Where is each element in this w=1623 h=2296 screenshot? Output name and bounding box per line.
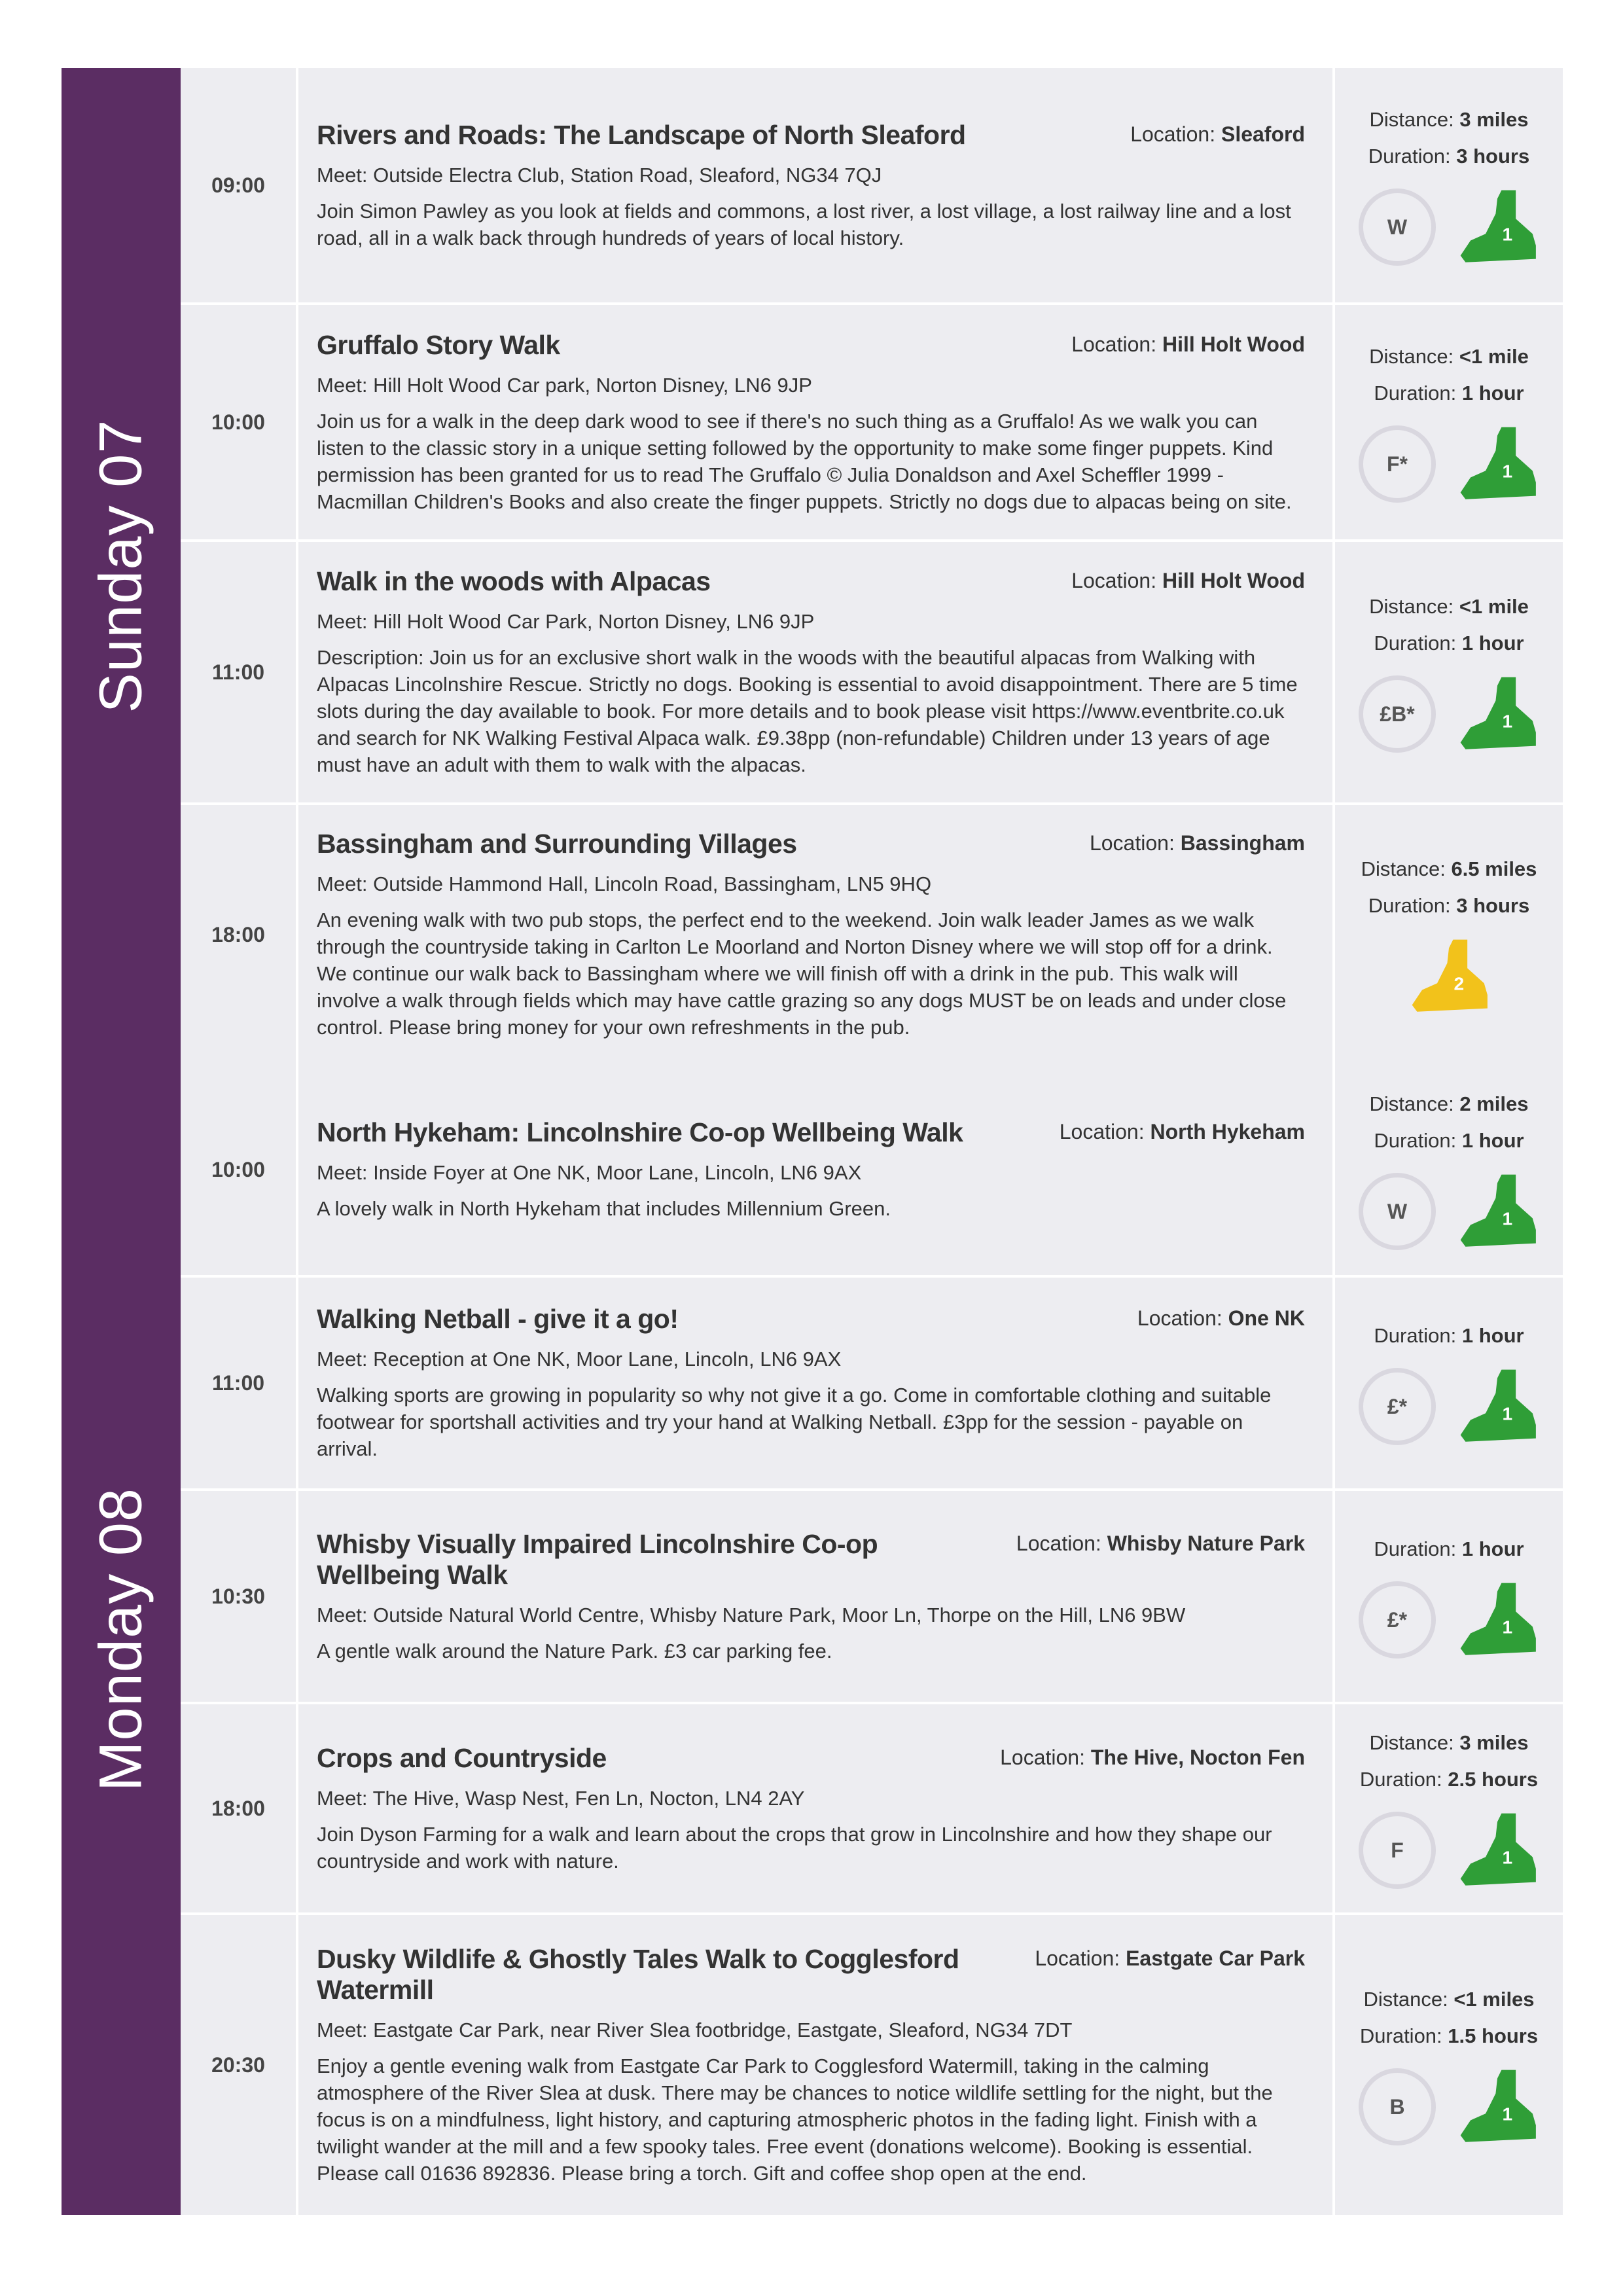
boot-level: 1 [1502, 2104, 1513, 2125]
event-info-panel [1332, 1915, 1563, 2215]
distance-value: 3 miles [1459, 1731, 1529, 1754]
duration-value: 1 hour [1461, 632, 1524, 655]
duration-prefix: Duration: [1359, 2024, 1442, 2047]
event-rows [181, 68, 1563, 1064]
event-location [1035, 1944, 1305, 1971]
event-row [181, 1064, 1563, 1278]
boot-level: 1 [1502, 1403, 1513, 1424]
meeting-point: Meet: Eastgate Car Park, near River Slea footbridge, Eastgate, Sleaford, NG34 7DT [317, 2018, 1073, 2041]
event-title: Walking Netball - give it a go! [317, 1304, 679, 1334]
event-entry [317, 101, 1305, 270]
event-row [181, 1278, 1563, 1491]
distance-stat [1370, 1086, 1529, 1122]
event-description: A gentle walk around the Nature Park. £3 car parking fee. [317, 1639, 832, 1662]
walk-stats [1335, 1915, 1563, 2215]
distance-prefix: Distance: [1369, 345, 1454, 368]
meeting-point: Meet: Inside Foyer at One NK, Moor Lane, Lincoln, LN6 9AX [317, 1161, 862, 1184]
event-description: Description: Join us for an exclusive short walk in the woods with the beautiful alpacas from Walking with Alpacas Lincolnshire Rescue. Strictly no dogs. Booking is essential to avoid disappointment. There are 5 time slots during the day available to book. For more details and to book please visit https://www.eventbrite.co.uk and search for NK Walking Festival Alpaca walk. £9.38pp (non-refundable) Children under 13 years of age must have an adult with them to walk with the alpacas. [317, 646, 1298, 776]
walk-stats [1335, 305, 1563, 539]
day-label: Monday 08 [87, 1487, 154, 1792]
access-code-badge: £B* [1359, 675, 1436, 753]
day-bar [62, 1064, 181, 2215]
duration-prefix: Duration: [1374, 1129, 1457, 1152]
event-row [181, 542, 1563, 805]
event-header [317, 1529, 1305, 1590]
duration-stat [1368, 138, 1529, 175]
location-name: North Hykeham [1150, 1120, 1305, 1143]
distance-value: 6.5 miles [1451, 857, 1537, 880]
day-section [62, 68, 1563, 1064]
access-code-badge: W [1359, 188, 1436, 266]
distance-value: 2 miles [1459, 1092, 1529, 1115]
boot-level: 2 [1454, 973, 1465, 994]
duration-stat [1374, 1531, 1524, 1568]
walk-stats [1335, 1491, 1563, 1702]
event-entry [317, 548, 1305, 797]
duration-value: 1 hour [1461, 1129, 1524, 1152]
event-header [317, 566, 1305, 597]
duration-stat [1374, 1122, 1524, 1159]
distance-prefix: Distance: [1369, 1731, 1454, 1754]
duration-prefix: Duration: [1359, 1768, 1442, 1791]
event-info-panel [1332, 1064, 1563, 1275]
duration-prefix: Duration: [1374, 382, 1457, 404]
distance-stat [1369, 338, 1529, 375]
duration-stat [1360, 2018, 1538, 2054]
event-entry [317, 810, 1305, 1059]
meeting-point: Meet: The Hive, Wasp Nest, Fen Ln, Nocton, LN4 2AY [317, 1786, 805, 1810]
event-location [1071, 566, 1305, 593]
meeting-point: Meet: Outside Hammond Hall, Lincoln Road, Bassingham, LN5 9HQ [317, 872, 932, 895]
event-details [298, 1064, 1332, 1275]
day-label: Sunday 07 [87, 419, 154, 713]
event-info-panel [1332, 1278, 1563, 1488]
duration-value: 3 hours [1456, 145, 1530, 168]
access-code-badge: B [1359, 2068, 1436, 2145]
event-header [317, 1944, 1305, 2005]
duration-value: 1 hour [1461, 382, 1524, 404]
duration-stat [1368, 888, 1529, 924]
location-name: The Hive, Nocton Fen [1090, 1745, 1305, 1769]
event-header [317, 120, 1305, 151]
event-row [181, 305, 1563, 542]
event-title: Bassingham and Surrounding Villages [317, 829, 797, 859]
walk-icons [1359, 422, 1539, 506]
duration-prefix: Duration: [1374, 1324, 1457, 1347]
walk-icons [1359, 1365, 1539, 1448]
location-prefix: Location: [1137, 1306, 1222, 1330]
event-header [317, 330, 1305, 361]
event-location [1060, 1117, 1305, 1144]
event-title: Dusky Wildlife & Ghostly Tales Walk to Cogglesford Watermill [317, 1943, 959, 2005]
event-entry [317, 1511, 1305, 1683]
event-header [317, 829, 1305, 859]
boot-level: 1 [1502, 1847, 1513, 1868]
duration-prefix: Duration: [1374, 1537, 1457, 1560]
walking-boot-icon [1455, 672, 1539, 756]
duration-prefix: Duration: [1368, 894, 1451, 917]
event-row [181, 1704, 1563, 1915]
event-time: 10:00 [181, 305, 298, 539]
event-time: 09:00 [181, 68, 298, 302]
location-name: Hill Holt Wood [1162, 332, 1305, 356]
meeting-point: Meet: Hill Holt Wood Car park, Norton Disney, LN6 9JP [317, 373, 812, 397]
event-location [1137, 1304, 1305, 1331]
location-name: Sleaford [1221, 122, 1305, 146]
event-location [1130, 120, 1305, 147]
walk-icons [1407, 935, 1491, 1018]
event-description: Enjoy a gentle evening walk from Eastgate Car Park to Cogglesford Watermill, taking in the calming atmosphere of the River Slea at dusk. There may be chances to notice wildlife settling for the night, but the focus is on a mindfulness, light history, and capturing atmospheric photos in the fading light. Finish with a twilight wander at the mill and a few spooky tales. Free event (donations welcome). Booking is essential. Please call 01636 892836. Please bring a torch. Gift and coffee shop open at the end. [317, 2054, 1273, 2185]
event-location [1071, 330, 1305, 357]
location-name: One NK [1228, 1306, 1305, 1330]
event-row [181, 805, 1563, 1064]
event-details [298, 542, 1332, 802]
boot-level: 1 [1502, 711, 1513, 732]
walk-icons [1359, 1170, 1539, 1253]
walking-boot-icon [1455, 1578, 1539, 1662]
location-prefix: Location: [1000, 1745, 1085, 1769]
location-name: Bassingham [1180, 831, 1305, 855]
location-prefix: Location: [1071, 569, 1157, 592]
walk-stats [1335, 1064, 1563, 1275]
event-title: North Hykeham: Lincolnshire Co-op Wellbeing Walk [317, 1117, 963, 1147]
event-details [298, 805, 1332, 1064]
duration-stat [1374, 625, 1524, 662]
event-row [181, 1915, 1563, 2215]
event-details [298, 1704, 1332, 1912]
walk-icons [1359, 2065, 1539, 2149]
event-description: An evening walk with two pub stops, the perfect end to the weekend. Join walk leader James as we walk through the countryside taking in Carlton Le Moorland and Norton Disney where we will stop off for a drink. We continue our walk back to Bassingham where we will finish off with a drink in the pub. This walk will involve a walk through fields which may have cattle grazing so any dogs MUST be on leads and under close control. Please bring money for your own refreshments in the pub. [317, 908, 1287, 1039]
event-header [317, 1743, 1305, 1774]
event-rows [181, 1064, 1563, 2215]
boot-level: 1 [1502, 224, 1513, 245]
distance-value: 3 miles [1459, 108, 1529, 131]
event-title: Rivers and Roads: The Landscape of North Sleaford [317, 119, 966, 150]
event-entry [317, 1926, 1305, 2205]
event-description: Join Dyson Farming for a walk and learn about the crops that grow in Lincolnshire and how they shape our countryside and work with nature. [317, 1822, 1272, 1873]
walk-stats [1335, 1278, 1563, 1488]
duration-value: 1 hour [1461, 1324, 1524, 1347]
access-code-badge: W [1359, 1173, 1436, 1250]
walk-icons [1359, 672, 1539, 756]
event-time: 18:00 [181, 805, 298, 1064]
walking-boot-icon [1455, 422, 1539, 506]
day-section [62, 1064, 1563, 2215]
meeting-point: Meet: Outside Natural World Centre, Whisby Nature Park, Moor Ln, Thorpe on the Hill, LN6 9BW [317, 1603, 1186, 1626]
event-description: A lovely walk in North Hykeham that includes Millennium Green. [317, 1197, 891, 1220]
distance-stat [1370, 101, 1529, 138]
walking-boot-icon [1455, 185, 1539, 269]
location-prefix: Location: [1130, 122, 1216, 146]
event-info-panel [1332, 1491, 1563, 1702]
event-header [317, 1117, 1305, 1148]
meeting-point: Meet: Reception at One NK, Moor Lane, Lincoln, LN6 9AX [317, 1348, 842, 1371]
event-entry [317, 1285, 1305, 1480]
walk-icons [1359, 185, 1539, 269]
distance-value: <1 mile [1459, 595, 1529, 618]
event-description: Join us for a walk in the deep dark wood to see if there's no such thing as a Gruffalo! As we walk you can listen to the classic story in a unique setting followed by the opportunity to make some finger puppets. Kind permission has been granted for us to read The Gruffalo © Julia Donaldson and Axel Scheffler 1999 - Macmillan Children's Books and also create the finger puppets. Strictly no dogs due to alpacas being on site. [317, 409, 1292, 513]
event-details [298, 1491, 1332, 1702]
duration-stat [1374, 1318, 1524, 1354]
event-location [1090, 829, 1305, 855]
duration-stat [1374, 375, 1524, 412]
event-title: Crops and Countryside [317, 1742, 607, 1773]
event-title: Gruffalo Story Walk [317, 329, 560, 360]
location-prefix: Location: [1071, 332, 1157, 356]
distance-value: <1 miles [1454, 1988, 1535, 2011]
distance-stat [1361, 851, 1537, 888]
event-info-panel [1332, 542, 1563, 802]
event-title: Whisby Visually Impaired Lincolnshire Co-op Wellbeing Walk [317, 1528, 878, 1590]
event-time: 10:00 [181, 1064, 298, 1275]
location-prefix: Location: [1059, 1120, 1145, 1143]
distance-prefix: Distance: [1369, 108, 1454, 131]
access-code-badge: £* [1359, 1581, 1436, 1659]
walking-boot-icon [1455, 1808, 1539, 1892]
event-time: 11:00 [181, 1278, 298, 1488]
event-time: 18:00 [181, 1704, 298, 1912]
event-info-panel [1332, 1704, 1563, 1912]
location-prefix: Location: [1035, 1946, 1120, 1970]
distance-stat [1363, 1981, 1534, 2018]
event-schedule [62, 68, 1563, 2215]
event-row [181, 68, 1563, 305]
event-details [298, 1915, 1332, 2215]
distance-stat [1370, 1725, 1529, 1761]
distance-prefix: Distance: [1361, 857, 1446, 880]
event-header [317, 1304, 1305, 1335]
event-info-panel [1332, 805, 1563, 1064]
access-code-badge: F [1359, 1812, 1436, 1889]
access-code-badge: £* [1359, 1368, 1436, 1445]
access-code-badge: F* [1359, 425, 1436, 503]
location-prefix: Location: [1089, 831, 1175, 855]
duration-value: 1.5 hours [1448, 2024, 1539, 2047]
event-description: Join Simon Pawley as you look at fields and commons, a lost river, a lost village, a lost railway line and a lost road, all in a walk back through hundreds of years of local history. [317, 199, 1291, 249]
event-details [298, 305, 1332, 539]
location-name: Eastgate Car Park [1126, 1946, 1305, 1970]
event-row [181, 1491, 1563, 1704]
duration-value: 3 hours [1456, 894, 1530, 917]
duration-value: 2.5 hours [1448, 1768, 1539, 1791]
meeting-point: Meet: Outside Electra Club, Station Road, Sleaford, NG34 7QJ [317, 163, 882, 187]
walk-stats [1335, 805, 1563, 1064]
duration-stat [1360, 1761, 1538, 1798]
event-description: Walking sports are growing in popularity so why not give it a go. Come in comfortable clothing and suitable footwear for sportshall activities and try your hand at Walking Netball. £3pp for the session - payable on arrival. [317, 1384, 1272, 1460]
event-time: 10:30 [181, 1491, 298, 1702]
walking-boot-icon [1455, 1170, 1539, 1253]
meeting-point: Meet: Hill Holt Wood Car Park, Norton Disney, LN6 9JP [317, 610, 815, 633]
walk-stats [1335, 542, 1563, 802]
event-title: Walk in the woods with Alpacas [317, 566, 711, 596]
event-location [1000, 1743, 1305, 1770]
duration-prefix: Duration: [1368, 145, 1451, 168]
walking-boot-icon [1455, 1365, 1539, 1448]
walking-boot-icon [1455, 2065, 1539, 2149]
boot-level: 1 [1502, 1208, 1513, 1229]
boot-level: 1 [1502, 461, 1513, 482]
distance-value: <1 mile [1459, 345, 1529, 368]
walk-icons [1359, 1808, 1539, 1892]
walk-stats [1335, 1704, 1563, 1912]
event-details [298, 1278, 1332, 1488]
distance-prefix: Distance: [1369, 1092, 1454, 1115]
location-name: Hill Holt Wood [1162, 569, 1305, 592]
day-bar [62, 68, 181, 1064]
distance-prefix: Distance: [1363, 1988, 1448, 2011]
walk-stats [1335, 68, 1563, 302]
event-entry [317, 312, 1305, 533]
walk-icons [1359, 1578, 1539, 1662]
event-time: 11:00 [181, 542, 298, 802]
duration-prefix: Duration: [1374, 632, 1457, 655]
distance-stat [1369, 588, 1529, 625]
walking-boot-icon [1407, 935, 1491, 1018]
location-prefix: Location: [1016, 1531, 1101, 1555]
event-details [298, 68, 1332, 302]
event-entry [317, 1099, 1305, 1240]
event-time: 20:30 [181, 1915, 298, 2215]
event-entry [317, 1725, 1305, 1893]
event-location [1016, 1529, 1305, 1556]
duration-value: 1 hour [1461, 1537, 1524, 1560]
location-name: Whisby Nature Park [1107, 1531, 1305, 1555]
event-info-panel [1332, 305, 1563, 539]
distance-prefix: Distance: [1369, 595, 1454, 618]
boot-level: 1 [1502, 1617, 1513, 1638]
event-info-panel [1332, 68, 1563, 302]
